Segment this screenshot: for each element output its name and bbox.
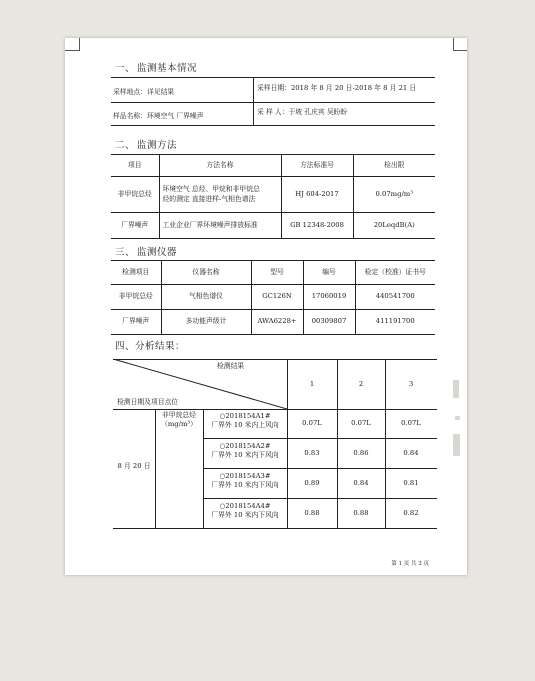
point-location: 厂界外 10 米内上风向	[211, 421, 279, 430]
site-value: 详见结果	[146, 88, 175, 96]
methods-std: GB 12348-2008	[281, 213, 353, 239]
crop-mark-left	[65, 50, 79, 51]
instr-header-cert: 检定（校准）证书号	[364, 267, 426, 276]
point-id: ○2018154A4#	[219, 502, 271, 510]
rule	[203, 468, 437, 469]
results-col-2: 2	[358, 380, 364, 388]
result-value: 0.82	[403, 509, 419, 517]
rule	[111, 77, 435, 78]
scan-smudge	[453, 434, 460, 456]
rule	[203, 498, 437, 499]
instr-header-serial: 编号	[303, 261, 355, 285]
section-1-text: 监测基本情况	[137, 63, 198, 74]
page-footer: 第 1 页 共 3 页	[391, 561, 429, 567]
crop-mark-right-v	[453, 38, 454, 51]
table-row	[111, 213, 435, 239]
instr-name: 气相色谱仪	[161, 285, 251, 310]
result-value: 0.81	[403, 479, 419, 487]
result-value: 0.07L	[401, 419, 421, 427]
people-field	[257, 108, 347, 117]
result-value: 0.84	[403, 449, 419, 457]
methods-name	[159, 177, 281, 213]
rule	[111, 125, 435, 126]
result-value: 0.07L	[302, 419, 322, 427]
results-col-3: 3	[408, 380, 414, 388]
methods-table	[111, 154, 435, 239]
instr-item: 非甲烷总烃	[111, 285, 161, 310]
sample-field	[113, 112, 204, 121]
table-row	[203, 502, 287, 520]
instr-cert: 440541700	[375, 292, 415, 301]
section-3-number: 三、	[115, 247, 136, 258]
results-item	[155, 411, 203, 429]
table-row	[111, 285, 435, 310]
methods-name: 工业企业厂界环境噪声排放标准	[159, 213, 281, 239]
people-value: 于坡 孔庆宾 吴盼盼	[288, 108, 348, 116]
results-col-1: 1	[309, 380, 315, 388]
crop-mark-left-v	[79, 38, 80, 51]
site-label: 采样地点：	[113, 88, 147, 96]
section-2-title	[115, 137, 177, 151]
table-row	[111, 177, 435, 213]
results-item-unit: （mg/m³）	[161, 420, 197, 429]
methods-limit: 0.07mg/m³	[375, 189, 413, 198]
section-4-title: 四、分析结果：	[115, 341, 186, 352]
methods-item: 厂界噪声	[111, 213, 159, 239]
point-location: 厂界外 10 米内下风向	[211, 481, 279, 490]
instr-serial: 17060019	[303, 285, 355, 310]
methods-header-limit: 检出限	[384, 160, 405, 169]
scan-smudge	[455, 416, 460, 420]
instr-item: 厂界噪声	[111, 310, 161, 335]
instr-name: 多功能声级计	[161, 310, 251, 335]
instr-cert: 411191700	[375, 317, 415, 326]
result-value: 0.84	[353, 479, 369, 487]
instruments-table	[111, 260, 435, 335]
rule	[203, 438, 437, 439]
rule	[113, 409, 437, 410]
result-value: 0.88	[353, 509, 369, 517]
sample-label: 样品名称：	[113, 112, 147, 120]
methods-header-std: 方法标准号	[281, 155, 353, 177]
section-3-text: 监测仪器	[137, 247, 178, 258]
date-value: 2018 年 8 月 20 日-2018 年 8 月 21 日	[290, 84, 417, 92]
methods-name-line2: 烃的测定 直接进样-气相色谱法	[162, 194, 256, 203]
table-row	[203, 442, 287, 460]
methods-name-line1: 环境空气 总烃、甲烷和非甲烷总	[162, 185, 260, 194]
result-value: 0.89	[304, 479, 320, 487]
scan-smudge	[453, 380, 459, 398]
result-value: 0.88	[304, 509, 320, 517]
rule	[253, 77, 254, 125]
instr-model: GC126N	[251, 285, 303, 310]
point-id: ○2018154A1#	[219, 412, 271, 420]
date-label: 采样日期：	[257, 84, 291, 92]
rule	[111, 102, 435, 103]
result-value: 0.86	[353, 449, 369, 457]
point-id: ○2018154A3#	[219, 472, 271, 480]
results-item-name: 非甲烷总烃	[162, 411, 196, 419]
crop-mark-right	[453, 50, 467, 51]
point-location: 厂界外 10 米内下风向	[211, 451, 279, 460]
site-field	[113, 88, 174, 97]
section-2-number: 二、	[115, 140, 136, 151]
rule	[113, 528, 437, 529]
section-1-number: 一、	[115, 63, 136, 74]
sample-value: 环境空气 厂界噪声	[146, 112, 204, 120]
methods-std: HJ 604-2017	[281, 177, 353, 213]
instr-header-model: 型号	[251, 261, 303, 285]
results-date: 8 月 20 日	[117, 462, 151, 470]
section-3-title	[115, 244, 177, 258]
methods-limit: 20LeqdB(A)	[373, 220, 415, 229]
methods-header-item: 项目	[111, 155, 159, 177]
result-value: 0.07L	[351, 419, 371, 427]
table-row	[111, 310, 435, 335]
instr-header-item: 检测项目	[111, 261, 161, 285]
methods-header-name: 方法名称	[159, 155, 281, 177]
table-row	[203, 472, 287, 490]
instr-header-name: 仪器名称	[161, 261, 251, 285]
results-header-bottom: 检测日期及项目点位	[117, 398, 179, 406]
document-page	[65, 38, 467, 575]
result-value: 0.83	[304, 449, 320, 457]
methods-item: 非甲烷总烃	[111, 177, 159, 213]
point-id: ○2018154A2#	[219, 442, 271, 450]
date-field	[257, 84, 416, 93]
section-1-title	[115, 60, 197, 74]
table-row	[203, 412, 287, 430]
instr-model: AWA6228+	[251, 310, 303, 335]
instr-serial: 00309807	[303, 310, 355, 335]
section-2-text: 监测方法	[137, 140, 178, 151]
people-label: 采 样 人：	[257, 108, 289, 116]
results-header-top: 检测结果	[217, 362, 245, 370]
point-location: 厂界外 10 米内下风向	[211, 511, 279, 520]
